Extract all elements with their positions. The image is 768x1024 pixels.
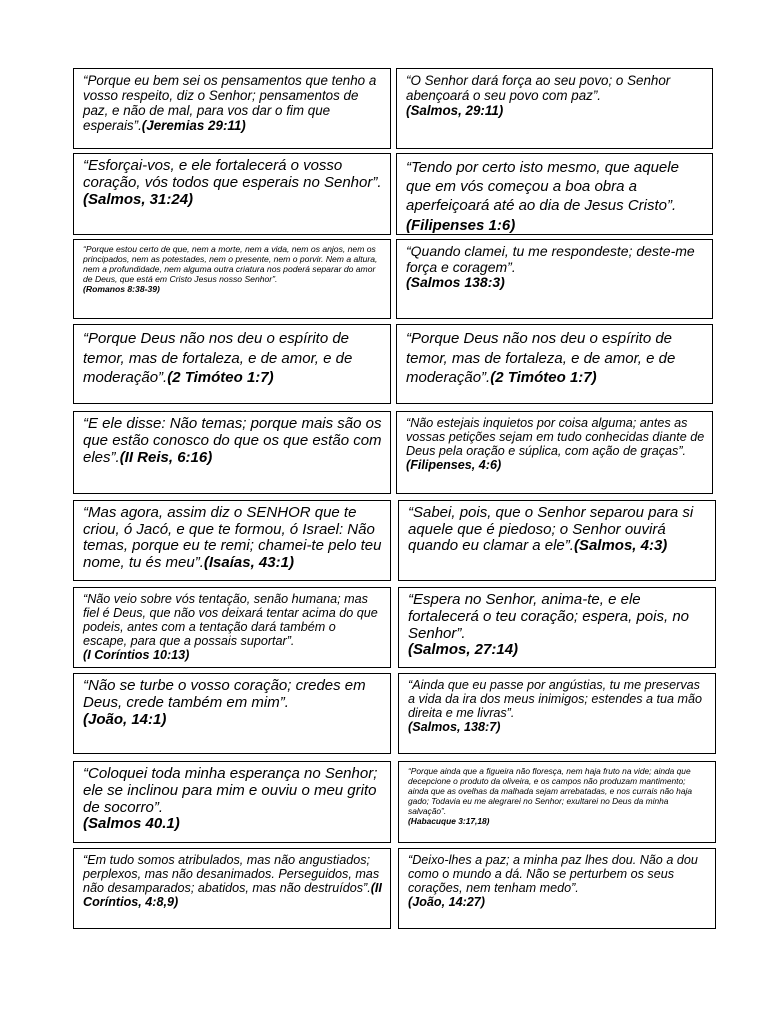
verse-reference: (Salmos 40.1) — [83, 815, 180, 833]
verse-reference: (Salmos, 4:3) — [573, 537, 668, 554]
verse-quote: “E ele disse: Não temas; porque mais são os que estão conosco do que os que estão com eles”. — [83, 415, 382, 466]
verse-quote: “Ainda que eu passe por angústias, tu me preservas a vida da ira dos meus inimigos; estendes a tua mão direita e me livras”. — [408, 678, 703, 721]
verse-reference: (Filipenses, 4:6) — [406, 458, 502, 473]
verse-quote: “Sabei, pois, que o Senhor separou para si aquele que é piedoso; o Senhor ouvirá quando eu clamar a ele”. — [408, 504, 694, 554]
verse-quote: “Porque estou certo de que, nem a morte, nem a vida, nem os anjos, nem os principados, nem as potestades, nem o presente, nem o porvir. Nem a altura, nem a profundidade, nem alguma outra criatura nos poderá separar do amor de Deus, que está em Cristo Jesus nosso Senhor”. — [83, 244, 378, 284]
verse-quote: “Porque Deus não nos deu o espírito de temor, mas de fortaleza, e de amor, e de moderação”. — [83, 330, 353, 386]
verse-card-salmos-40 — [73, 761, 391, 843]
verse-card-isaias — [73, 500, 391, 581]
verse-quote: “Não veio sobre vós tentação, senão humana; mas fiel é Deus, que não vos deixará tentar acima do que podeis, antes com a tentação dará também o escape, para que a possais suportar”. — [83, 592, 378, 649]
verse-reference: (Romanos 8:38-39) — [83, 283, 160, 294]
verse-card-filipenses-4 — [396, 411, 713, 494]
verse-reference: (2 Timóteo 1:7) — [490, 369, 597, 386]
verse-quote: “Quando clamei, tu me respondeste; deste-me força e coragem”. — [406, 243, 695, 275]
verse-card-jeremias — [73, 68, 391, 149]
verse-card-salmos-138-7 — [398, 673, 716, 754]
verse-reference: (João, 14:1) — [83, 710, 167, 728]
verse-card-ii-reis — [73, 411, 391, 494]
verse-card-filipenses-1 — [396, 153, 713, 235]
verse-quote: “Porque eu bem sei os pensamentos que tenho a vosso respeito, diz o Senhor; pensamentos de paz, e não de mal, para vos dar o fim que esperais”. — [83, 73, 377, 133]
verse-quote: “O Senhor dará força ao seu povo; o Senhor abençoará o seu povo com paz”. — [406, 73, 671, 103]
verse-card-salmos-4 — [398, 500, 716, 581]
verse-reference: (Salmos 138:3) — [406, 274, 505, 291]
verse-quote: “Esforçai-vos, e ele fortalecerá o vosso coração, vós todos que esperais no Senhor”. — [83, 157, 382, 191]
verse-quote: “Em tudo somos atribulados, mas não angustiados; perplexos, mas não desanimados. Perseguidos, mas não desamparados; abatidos, mas não destruídos”. — [83, 853, 380, 896]
verse-quote: “Mas agora, assim diz o SENHOR que te criou, ó Jacó, e que te formou, ó Israel: Não temas, porque eu te remi; chamei-te pelo teu nome, tu és meu”. — [83, 504, 382, 571]
verse-card-joao-14-1 — [73, 673, 391, 754]
verse-card-salmos-138-3 — [396, 239, 713, 319]
verse-quote: “Não estejais inquietos por coisa alguma; antes as vossas petições sejam em tudo conhecidas diante de Deus pela oração e súplica, com ação de graças”. — [406, 416, 705, 459]
verse-quote: “Porque ainda que a figueira não floresça, nem haja fruto na vide; ainda que decepcione o produto da oliveira, e os campos não produzam mantimento; ainda que as ovelhas da malhada sejam arrebatadas, e nos currais não haja gado; Todavia eu me alegrarei no Senhor; exultarei no Deus da minha salvação”. — [408, 766, 693, 816]
verse-card-i-corintios — [73, 587, 391, 668]
verse-reference: (Habacuque 3:17,18) — [408, 815, 490, 826]
verse-reference: (Filipenses 1:6) — [406, 216, 516, 234]
verse-card-ii-corintios — [73, 848, 391, 929]
verse-reference: (Isaías, 43:1) — [203, 553, 294, 571]
verse-reference: (I Coríntios 10:13) — [83, 648, 190, 663]
verse-reference: (Salmos, 31:24) — [83, 190, 194, 208]
verse-reference: (Salmos, 29:11) — [406, 103, 504, 118]
verse-reference: (Salmos, 138:7) — [408, 720, 501, 735]
verse-reference: (Jeremias 29:11) — [141, 118, 246, 133]
verse-card-salmos-27 — [398, 587, 716, 668]
verse-card-2-timoteo-a — [73, 324, 391, 404]
verse-card-romanos — [73, 239, 391, 319]
verse-quote: “Não se turbe o vosso coração; credes em Deus, crede também em mim”. — [83, 677, 366, 711]
verse-reference: (2 Timóteo 1:7) — [167, 369, 274, 386]
verse-card-salmos-29 — [396, 68, 713, 149]
verse-reference: (II Coríntios, 4:8,9) — [83, 881, 382, 910]
verse-card-habacuque — [398, 761, 716, 843]
verse-reference: (João, 14:27) — [408, 895, 485, 910]
verse-reference: (II Reis, 6:16) — [119, 448, 213, 466]
verse-card-2-timoteo-b — [396, 324, 713, 404]
verse-card-joao-14-27 — [398, 848, 716, 929]
verse-reference: (Salmos, 27:14) — [408, 641, 519, 659]
verse-quote: “Coloquei toda minha esperança no Senhor; ele se inclinou para mim e ouviu o meu grito de socorro”. — [83, 765, 378, 816]
verse-quote: “Porque Deus não nos deu o espírito de temor, mas de fortaleza, e de amor, e de moderação”. — [406, 330, 676, 386]
verse-card-salmos-31 — [73, 153, 391, 235]
verse-quote: “Deixo-lhes a paz; a minha paz lhes dou. Não a dou como o mundo a dá. Não se perturbem os seus corações, nem tenham medo”. — [408, 853, 698, 896]
verse-quote: “Tendo por certo isto mesmo, que aquele que em vós começou a boa obra a aperfeiçoará até ao dia de Jesus Cristo”. — [406, 159, 679, 215]
verse-quote: “Espera no Senhor, anima-te, e ele fortalecerá o teu coração; espera, pois, no Senhor”. — [408, 591, 690, 642]
